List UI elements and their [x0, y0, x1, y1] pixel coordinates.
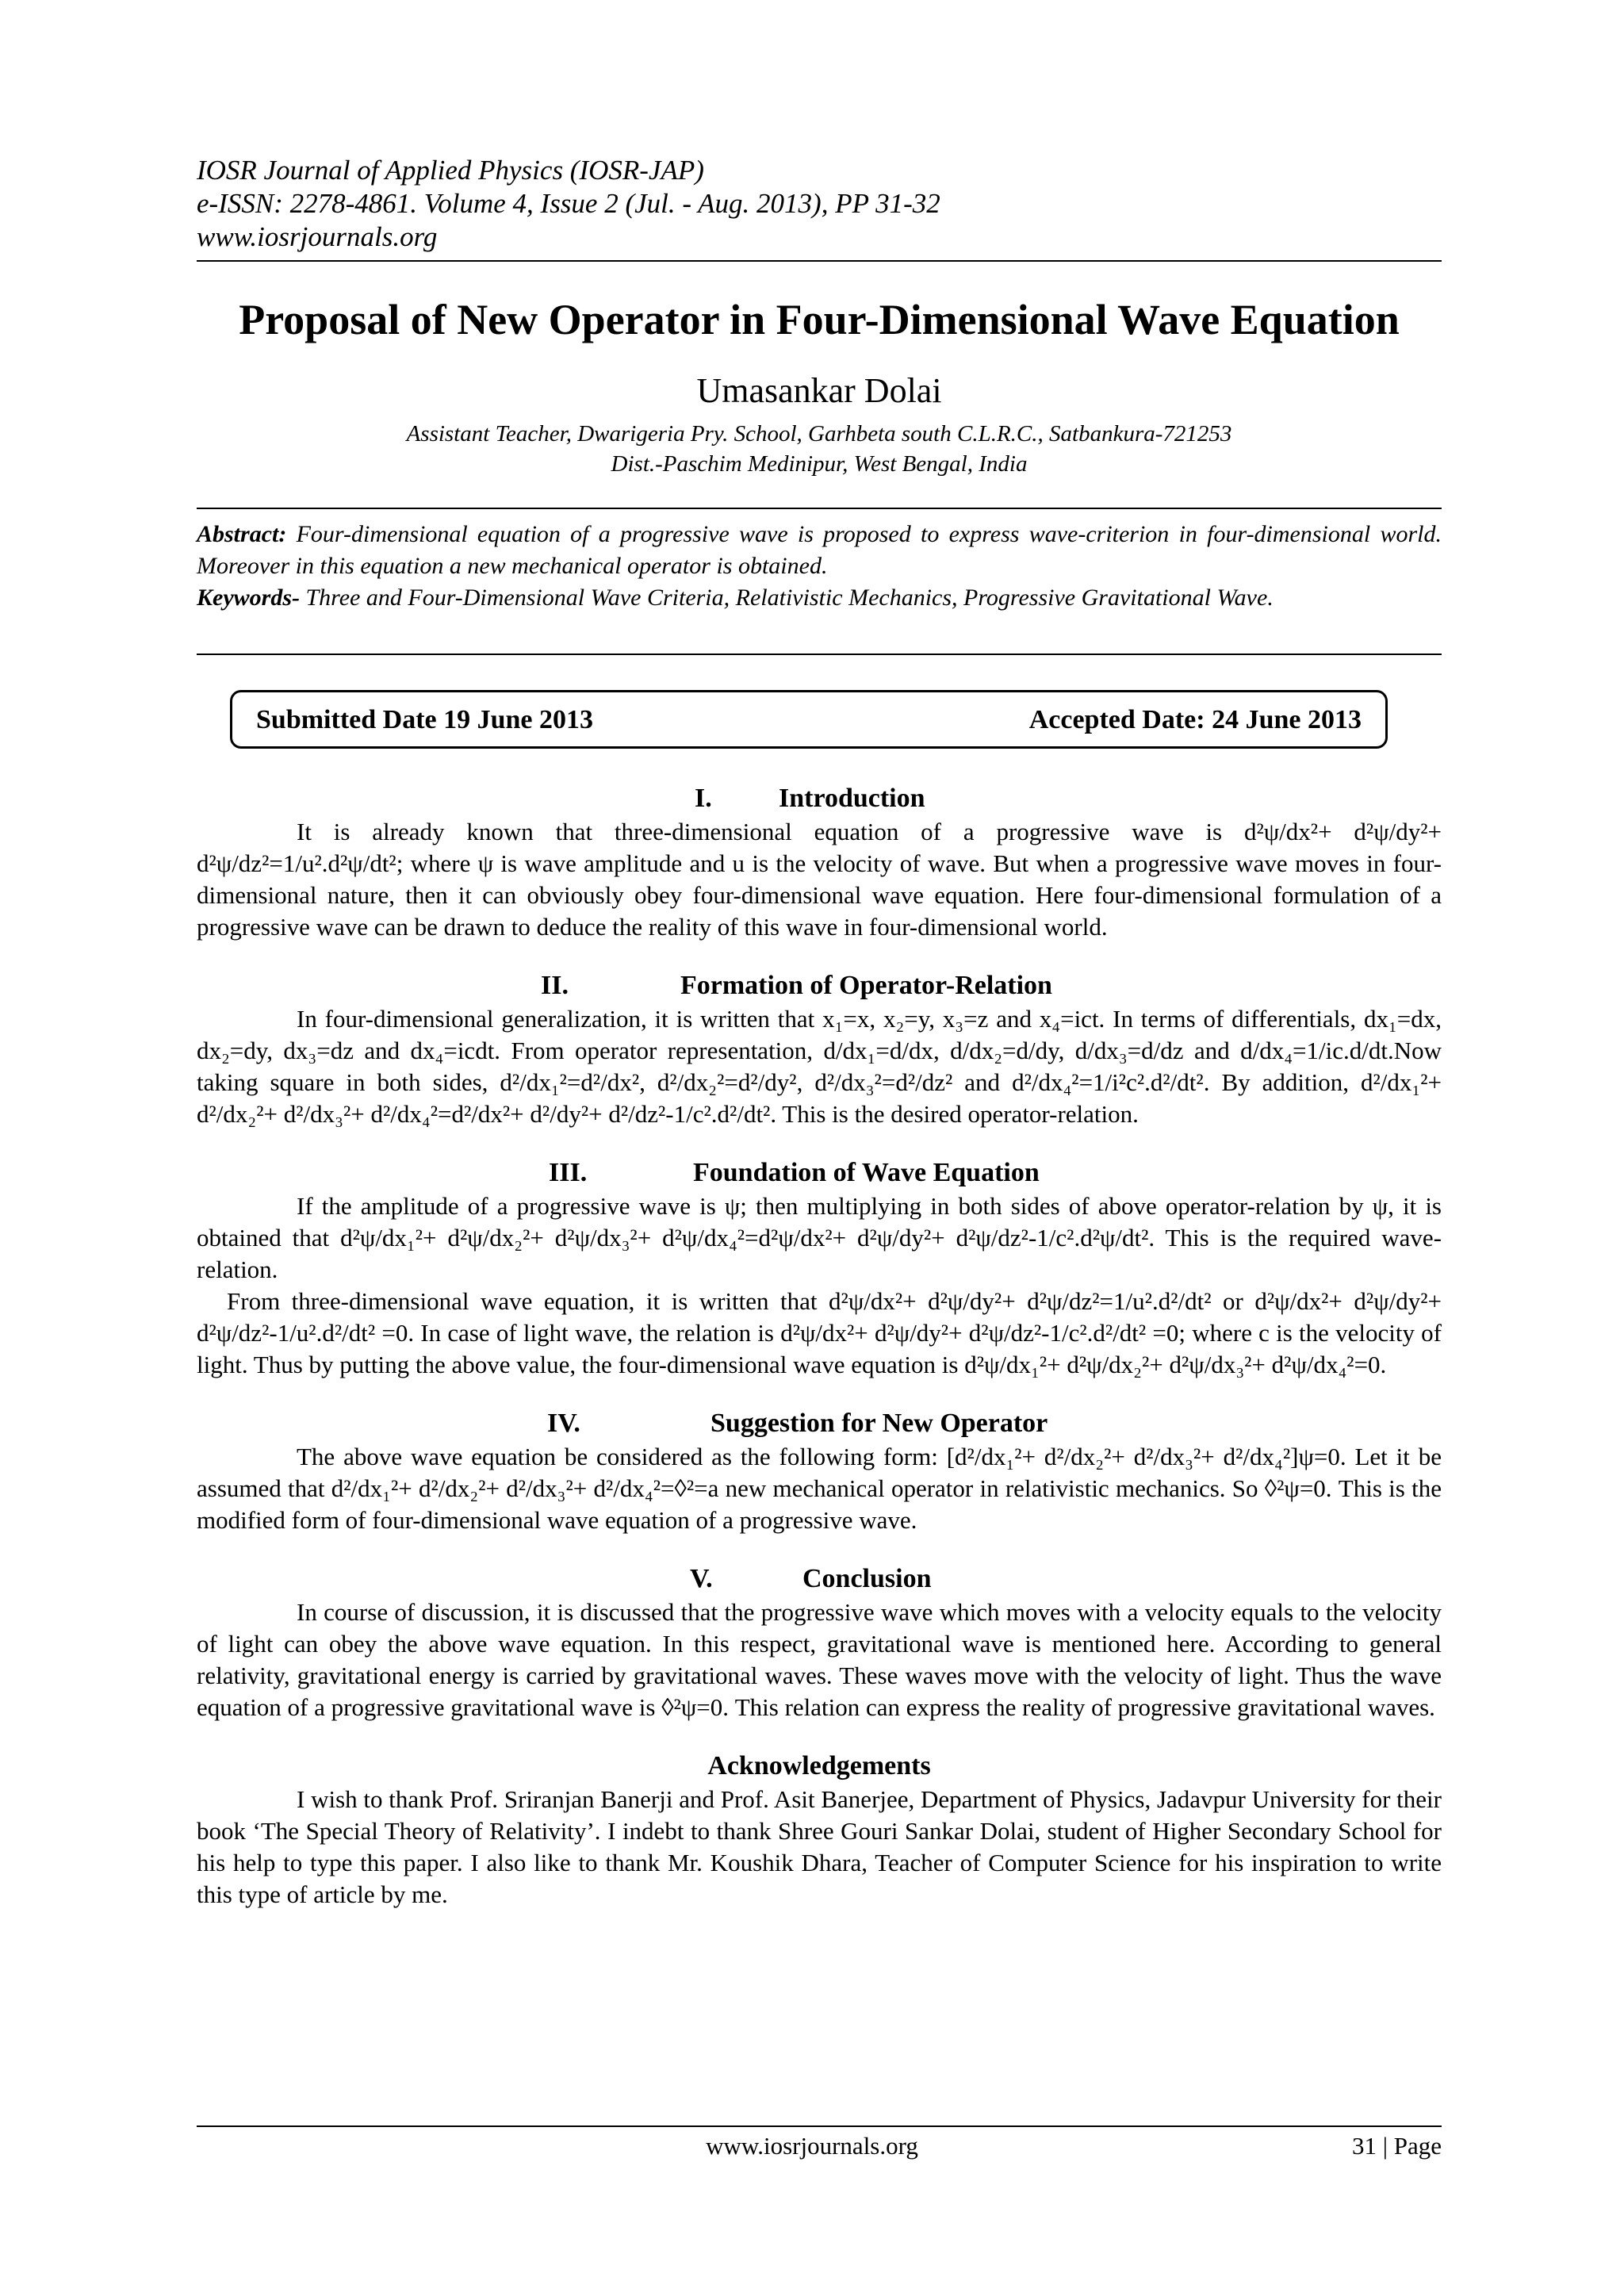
journal-name: IOSR Journal of Applied Physics (IOSR-JAP)	[197, 155, 704, 186]
paper-body	[197, 781, 1442, 1911]
acknowledgements-heading: Acknowledgements	[707, 1751, 931, 1780]
section-number: II.	[541, 971, 569, 1000]
conclusion-paragraph: In course of discussion, it is discussed that the progressive wave which moves with a velocity equals to the velocity of light can obey the above wave equation. In this respect, gravitational wave is mentioned here. According to general relativity, gravitational energy is carried by gravitational waves. These waves move with the velocity of light. Thus the wave equation of a progressive gravitational wave is ◊²ψ=0. This relation can express the reality of progressive gravitational waves.	[197, 1598, 1442, 1721]
dates-box	[230, 690, 1388, 749]
abstract-top-rule	[197, 508, 1442, 509]
operator-paragraph: In four-dimensional generalization, it is written that x₁=x, x₂=y, x₃=z and x₄=ict. In terms of differentials, dx₁=dx, dx₂=dy, dx₃=dz and dx₄=icdt. From operator representation, d/dx₁=d/dx, d/dx₂=d/dy, d/dx₃=d/dz and d/dx₄=1/ic.d/dt.Now taking square in both sides, d²/dx₁²=d²/dx², d²/dx₂²=d²/dy², d²/dx₃²=d²/dz² and d²/dx₄²=1/i²c².d²/dt². By addition, d²/dx₁²+ d²/dx₂²+ d²/dx₃²+ d²/dx₄²=d²/dx²+ d²/dy²+ d²/dz²-1/c².d²/dt². This is the desired operator-relation.	[197, 1005, 1442, 1128]
section-number: IV.	[547, 1409, 580, 1438]
header-divider	[197, 260, 1442, 262]
accepted-date: Accepted Date: 24 June 2013	[1028, 705, 1362, 734]
submitted-date: Submitted Date 19 June 2013	[256, 705, 594, 734]
suggestion-paragraph: The above wave equation be considered as the following form: [d²/dx₁²+ d²/dx₂²+ d²/dx₃²+ d²/dx₄²]ψ=0. Let it be assumed that d²/dx₁²+ d²/dx₂²+ d²/dx₃²+ d²/dx₄²=◊²=a new mechanical operator in relativistic mechanics. So ◊²ψ=0. This is the modified form of four-dimensional wave equation of a progressive wave.	[197, 1443, 1442, 1534]
footer-website: www.iosrjournals.org	[706, 2132, 918, 2160]
section-number: III.	[549, 1158, 588, 1187]
page-number: 31 | Page	[1352, 2132, 1442, 2160]
section-title: Formation of Operator-Relation	[680, 971, 1052, 1000]
section-title: Suggestion for New Operator	[710, 1409, 1048, 1438]
abstract-block	[197, 519, 1442, 614]
paper-title: Proposal of New Operator in Four-Dimensional Wave Equation	[239, 296, 1400, 343]
author-affiliation	[197, 419, 1442, 479]
keywords-label: Keywords-	[197, 585, 300, 611]
section-heading	[197, 968, 1442, 1003]
author-name: Umasankar Dolai	[696, 371, 942, 410]
section-title: Conclusion	[802, 1564, 932, 1593]
section-number: V.	[690, 1564, 713, 1593]
section-number: I.	[695, 784, 712, 813]
journal-website: www.iosrjournals.org	[197, 221, 438, 252]
abstract-bottom-rule	[197, 654, 1442, 655]
section-heading	[197, 1156, 1442, 1190]
acknowledgements-paragraph: I wish to thank Prof. Sriranjan Banerji and Prof. Asit Banerjee, Department of Physics, Jadavpur University for their book ‘The Special Theory of Relativity’. I indebt to thank Shree Gouri Sankar Dolai, student of Higher Secondary School for his help to type this paper. I also like to thank Mr. Koushik Dhara, Teacher of Computer Science for his inspiration to write this type of article by me.	[197, 1785, 1442, 1908]
keywords-text: Three and Four-Dimensional Wave Criteria, Relativistic Mechanics, Progressive Gravitational Wave.	[305, 585, 1274, 611]
section-heading	[197, 1406, 1442, 1441]
abstract	[197, 519, 1442, 582]
section-title: Foundation of Wave Equation	[693, 1158, 1040, 1187]
section-title: Introduction	[779, 784, 925, 813]
footer-divider	[197, 2125, 1442, 2127]
affiliation-line: Dist.-Paschim Medinipur, West Bengal, India	[611, 451, 1028, 477]
journal-header	[197, 154, 1442, 254]
keywords	[197, 582, 1442, 614]
section-heading	[197, 1562, 1442, 1596]
wave-paragraph-2: From three-dimensional wave equation, it is written that d²ψ/dx²+ d²ψ/dy²+ d²ψ/dz²=1/u².d²/dt² or d²ψ/dx²+ d²ψ/dy²+ d²ψ/dz²-1/u².d²/dt² =0. In case of light wave, the relation is d²ψ/dx²+ d²ψ/dy²+ d²ψ/dz²-1/c².d²/dt² =0; where c is the velocity of light. Thus by putting the above value, the four-dimensional wave equation is d²ψ/dx₁²+ d²ψ/dx₂²+ d²ψ/dx₃²+ d²ψ/dx₄²=0.	[197, 1287, 1442, 1378]
abstract-text: Four-dimensional equation of a progressive wave is proposed to express wave-criterion in four-dimensional world. Moreover in this equation a new mechanical operator is obtained.	[197, 521, 1442, 579]
section-heading	[197, 781, 1442, 816]
journal-issue: e-ISSN: 2278-4861. Volume 4, Issue 2 (Jul. - Aug. 2013), PP 31-32	[197, 188, 940, 219]
abstract-label: Abstract:	[197, 521, 287, 547]
wave-paragraph-1: If the amplitude of a progressive wave is ψ; then multiplying in both sides of above operator-relation by ψ, it is obtained that d²ψ/dx₁²+ d²ψ/dx₂²+ d²ψ/dx₃²+ d²ψ/dx₄²=d²ψ/dx²+ d²ψ/dy²+ d²ψ/dz²-1/c².d²ψ/dt². This is the required wave-relation.	[197, 1192, 1442, 1283]
intro-paragraph: It is already known that three-dimensional equation of a progressive wave is d²ψ/dx²+ d²ψ/dy²+ d²ψ/dz²=1/u².d²ψ/dt²; where ψ is wave amplitude and u is the velocity of wave. But when a progressive wave moves in four-dimensional nature, then it can obviously obey four-dimensional wave equation. Here four-dimensional formulation of a progressive wave can be drawn to deduce the reality of this wave in four-dimensional world.	[197, 818, 1442, 941]
affiliation-line: Assistant Teacher, Dwarigeria Pry. School, Garhbeta south C.L.R.C., Satbankura-721253	[406, 421, 1232, 447]
